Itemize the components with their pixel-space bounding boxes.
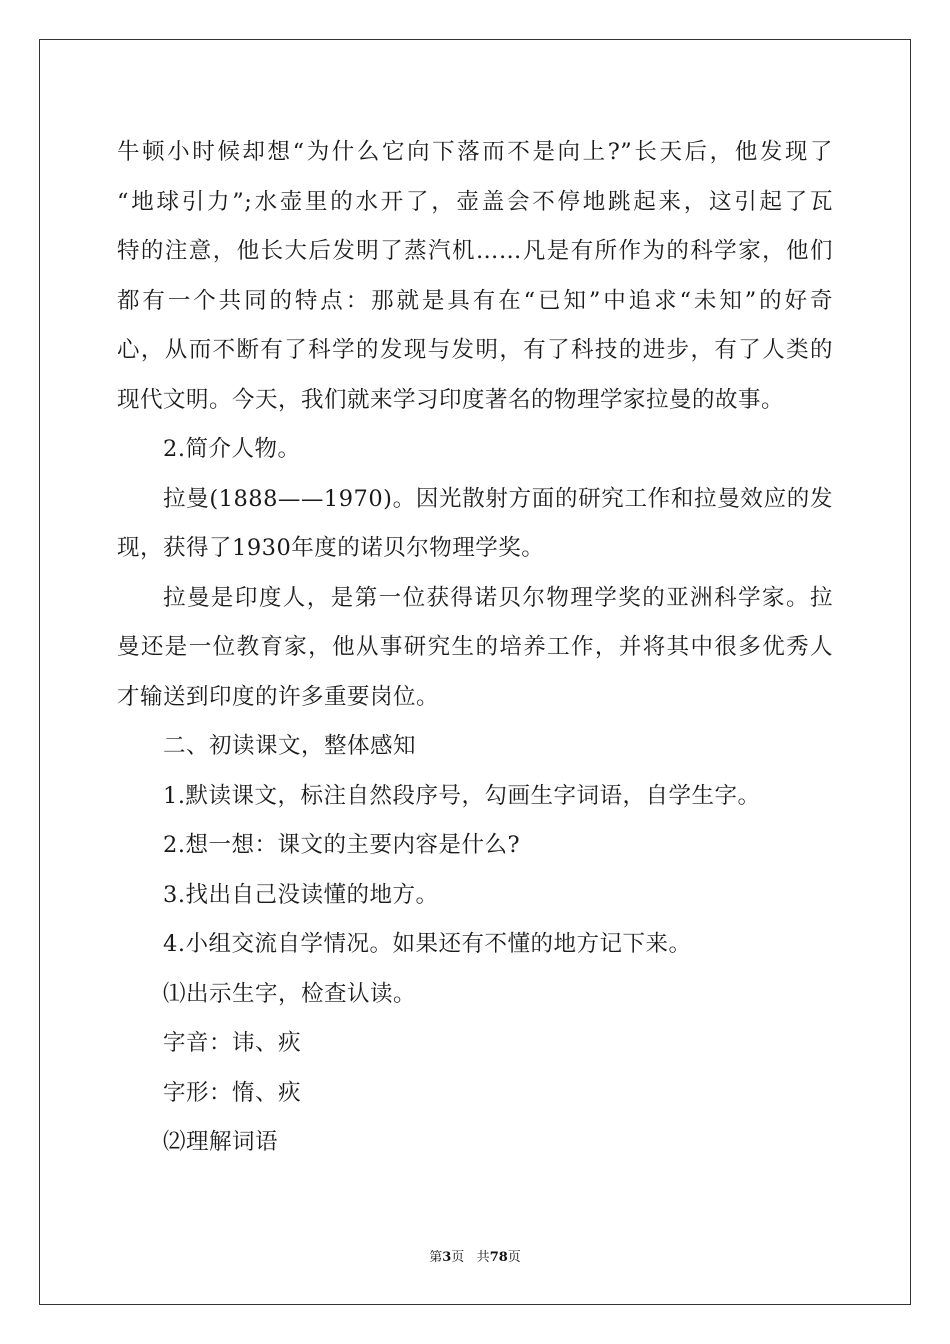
sub-item: ⑴出示生字，检查认读。: [163, 980, 417, 1007]
list-item: 4.小组交流自学情况。如果还有不懂的地方记下来。: [163, 931, 692, 957]
sub-item: ⑵理解词语: [163, 1129, 279, 1155]
text-line: “地球引力”;水壶里的水开了，壶盖会不停地跳起来，这引起了瓦: [117, 188, 833, 215]
sub-item: 字形：惰、疢: [163, 1079, 302, 1106]
footer-prefix: 第: [429, 1250, 443, 1265]
list-item: 1.默读课文，标注自然段序号，勾画生字词语，自学生字。: [163, 782, 761, 809]
footer-page-suffix: 页: [451, 1250, 465, 1265]
text-line: 心，从而不断有了科学的发现与发明，有了科技的进步，有了人类的: [117, 337, 833, 363]
footer-total-suffix: 页: [507, 1250, 521, 1265]
paragraph: [117, 475, 833, 574]
paragraph: [117, 574, 833, 723]
text-line: 现，获得了1930年度的诺贝尔物理学奖。: [117, 535, 545, 561]
list-item: 2.想一想：课文的主要内容是什么?: [163, 832, 521, 858]
text-line: 才输送到印度的许多重要岗位。: [117, 683, 440, 710]
text-line: 拉曼(1888——1970)。因光散射方面的研究工作和拉曼效应的发: [163, 485, 833, 512]
list-item: 3.找出自己没读懂的地方。: [163, 881, 439, 908]
document-body: [117, 128, 833, 1168]
text-line: 拉曼是印度人，是第一位获得诺贝尔物理学奖的亚洲科学家。拉: [163, 584, 833, 611]
footer-total-prefix: 共: [476, 1250, 490, 1265]
sub-item: 字音：讳、疢: [163, 1030, 302, 1056]
text-line: 都有一个共同的特点：那就是具有在“已知”中追求“未知”的好奇: [117, 287, 833, 314]
text-line: 曼还是一位教育家，他从事研究生的培养工作，并将其中很多优秀人: [117, 634, 833, 660]
section-heading: 二、初读课文，整体感知: [163, 733, 417, 759]
text-line: 现代文明。今天，我们就来学习印度著名的物理学家拉曼的故事。: [117, 386, 785, 413]
paragraph: [117, 128, 833, 425]
current-page-number: 3: [442, 1250, 452, 1265]
section-heading: 2.简介人物。: [163, 436, 301, 462]
total-pages-number: 78: [489, 1250, 508, 1265]
page-footer: [0, 1246, 950, 1265]
text-line: 特的注意，他长大后发明了蒸汽机……凡是有所作为的科学家，他们: [117, 238, 833, 264]
text-line: 牛顿小时候却想“为什么它向下落而不是向上?”长天后，他发现了: [117, 139, 833, 165]
